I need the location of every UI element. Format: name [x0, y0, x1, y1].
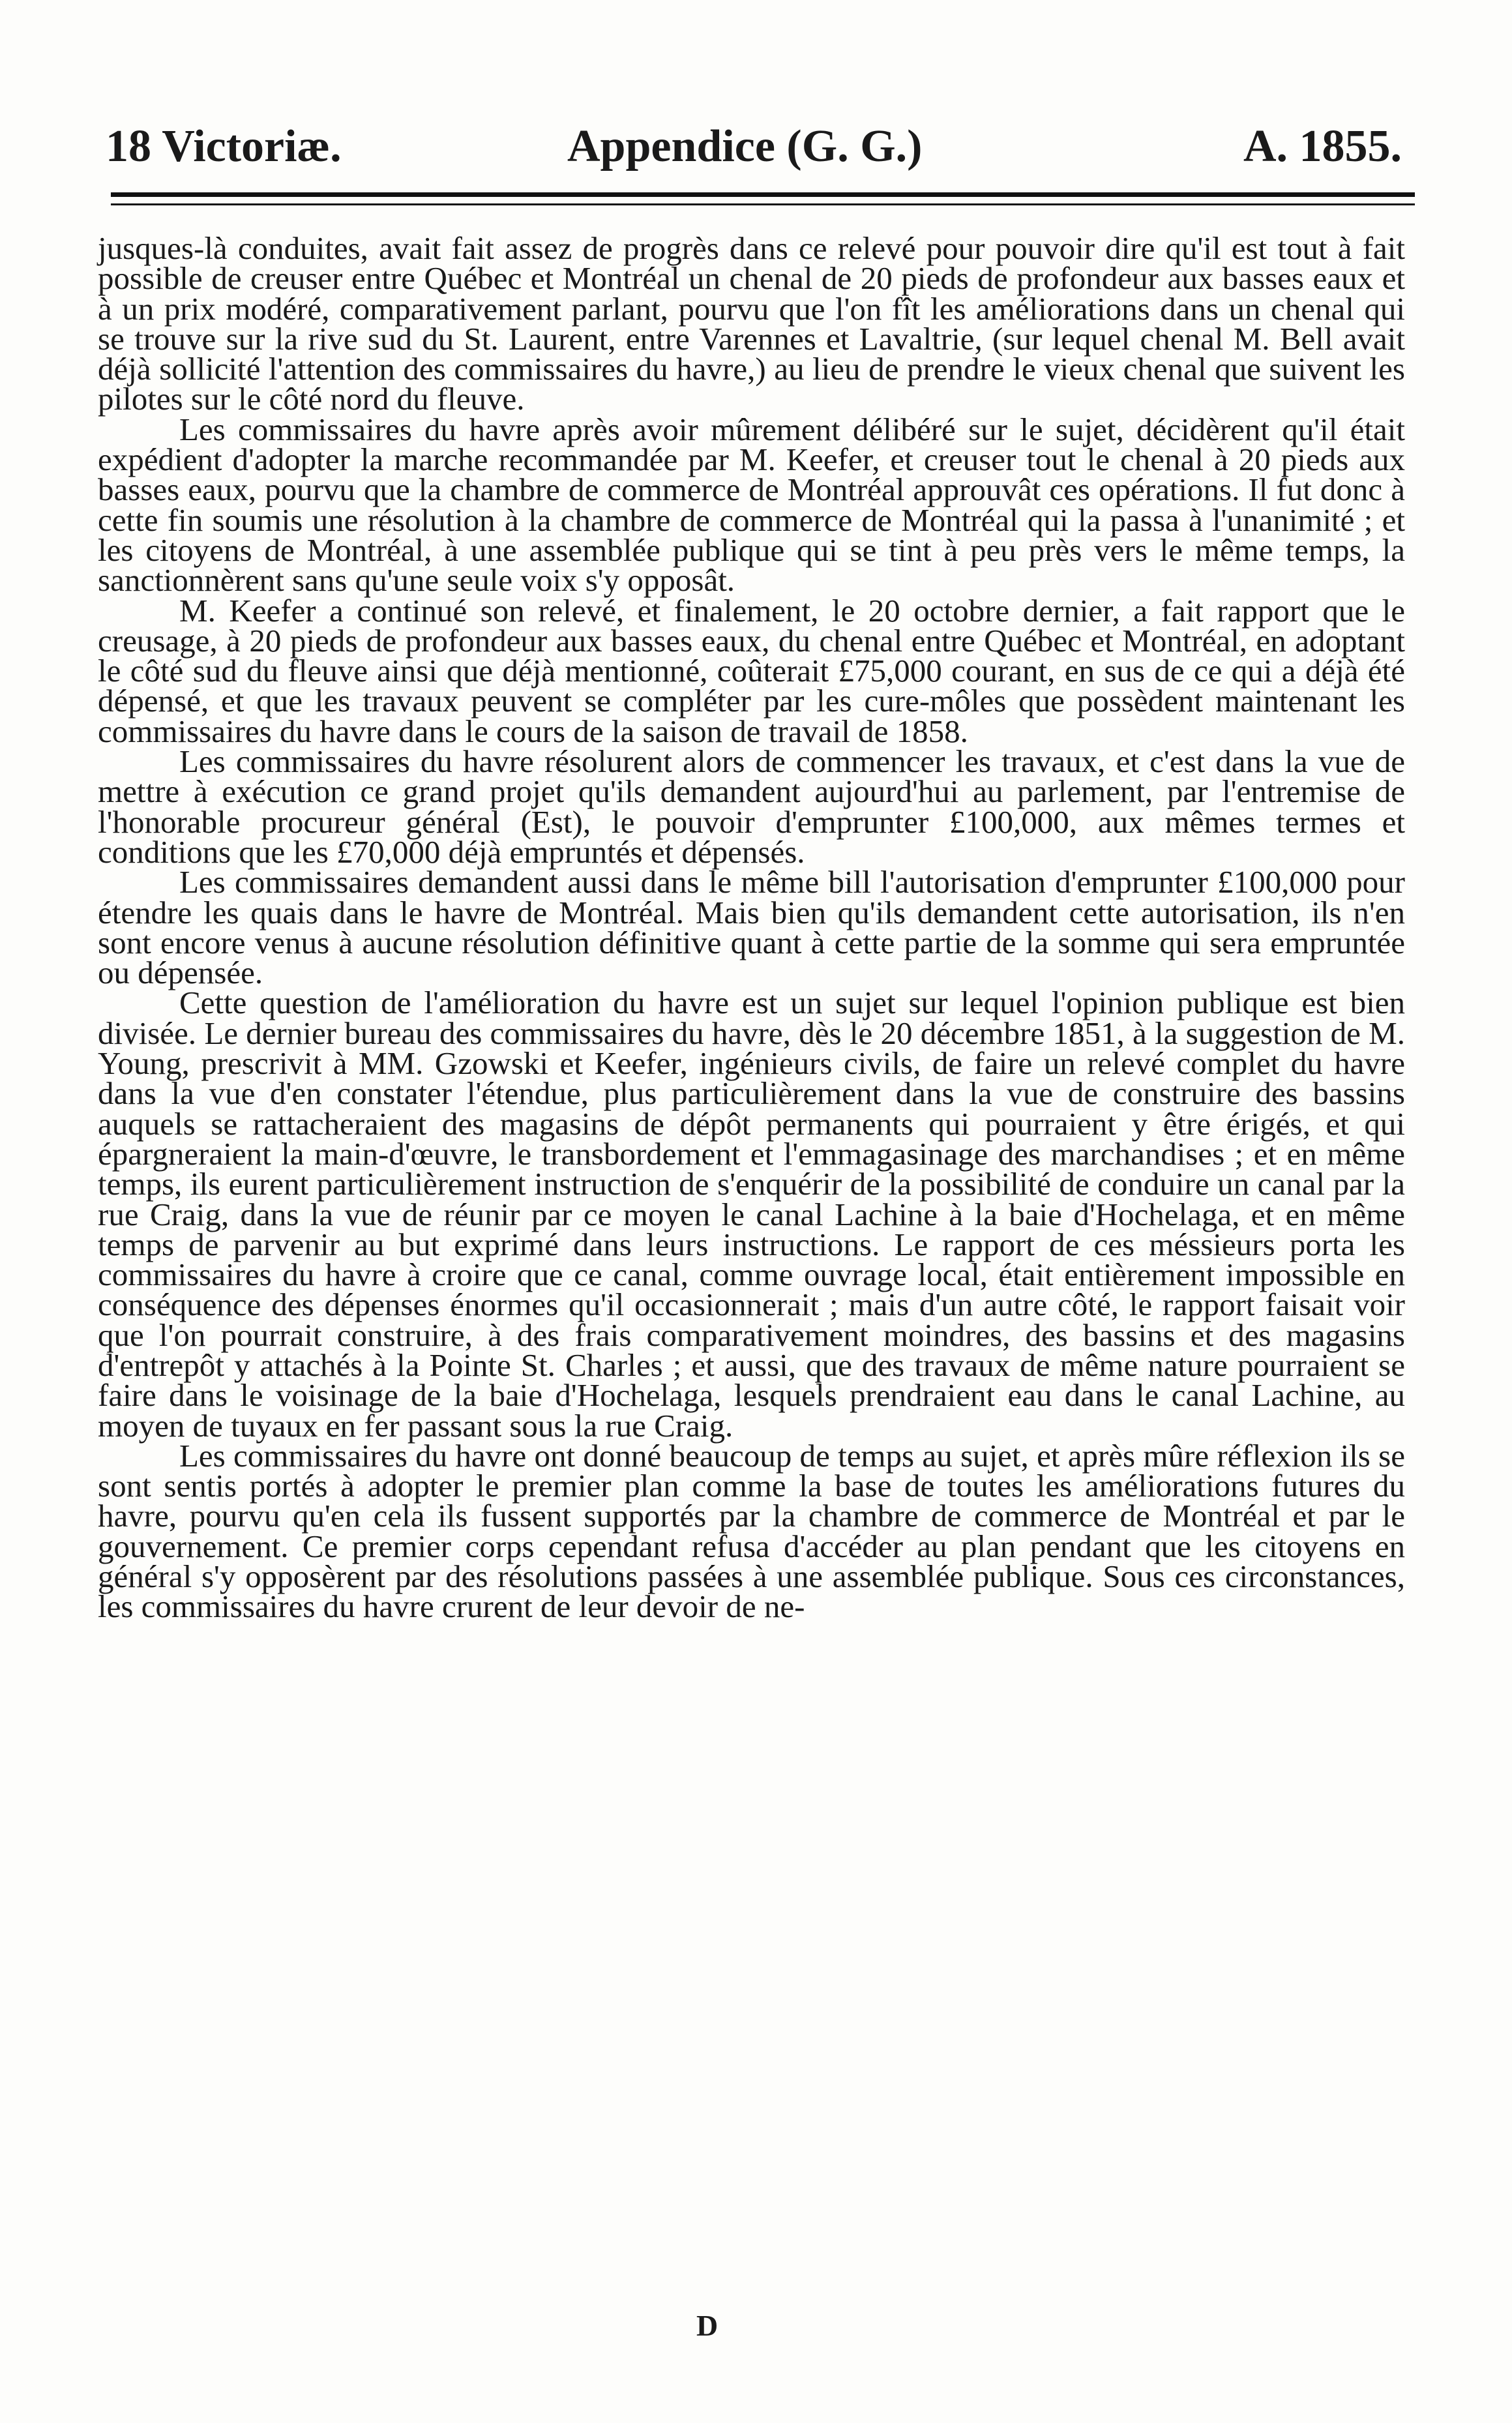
- paragraph: Les commissaires du havre après avoir mûrement délibéré sur le sujet, décidèrent qu'il était expédient d'adopter la marche recommandée par M. Keefer, et creuser tout le chenal à 20 pieds aux basses eaux, pourvu que la chambre de commerce de Montréal approuvât ces opérations. Il fut donc à cette fin soumis une résolution à la chambre de commerce de Montréal qui la passa à l'unanimité ; et les citoyens de Montréal, à une assemblée publique qui se tint à peu près vers le même temps, la sanctionnèrent sans qu'une seule voix s'y opposât.: [98, 411, 1405, 599]
- header-appendix: Appendice (G. G.): [567, 121, 923, 171]
- header-rule: [111, 192, 1415, 205]
- paragraph: M. Keefer a continué son relevé, et finalement, le 20 octobre dernier, a fait rapport que le creusage, à 20 pieds de profondeur aux basses eaux, du chenal entre Québec et Montréal, en adoptant le côté sud du fleuve ainsi que déjà mentionné, coûterait £75,000 courant, en sus de ce qui a déjà été dépensé, et que les travaux peuvent se compléter par les cure-môles que possèdent maintenant les commissaires du havre dans le cours de la saison de travail de 1858.: [98, 592, 1405, 749]
- paragraph: Les commissaires du havre ont donné beaucoup de temps au sujet, et après mûre réflexion ils se sont sentis portés à adopter le premier plan comme la base de toutes les améliorations futures du havre, pourvu qu'en cela ils fussent supportés par la chambre de commerce de Montréal et par le gouvernement. Ce premier corps cependant refusa d'accéder au plan pendant que les citoyens en général s'y opposèrent par des résolutions passées à une assemblée publique. Sous ces circonstances, les commissaires du havre crurent de leur devoir de ne-: [98, 1437, 1405, 1625]
- signature-mark: D: [696, 2309, 719, 2342]
- paragraph: Cette question de l'amélioration du havre est un sujet sur lequel l'opinion publique est bien divisée. Le dernier bureau des commissaires du havre, dès le 20 décembre 1851, à la suggestion de M. Young, prescrivit à MM. Gzowski et Keefer, ingénieurs civils, de faire un relevé complet du havre dans la vue d'en constater l'étendue, plus particulièrement dans la vue de construire des bassins auquels se rattacheraient des magasins de dépôt permanents qui pourraient y être érigés, et qui épargneraient la main-d'œuvre, le transbordement et l'emmagasinage des marchandises ; et en même temps, ils eurent particulièrement instruction de s'enquérir de la possibilité de conduire un canal par la rue Craig, dans la vue de réunir par ce moyen le canal Lachine à la baie d'Hochelaga, et en même temps de parvenir au but exprimé dans leurs instructions. Le rapport de ces méssieurs porta les commissaires du havre à croire que ce canal, comme ouvrage local, était entièrement impossible en conséquence des dépenses énormes qu'il occasionnerait ; mais d'un autre côté, le rapport faisait voir que l'on pourrait construire, à des frais comparativement moindres, des bassins et des magasins d'entrepôt y attachés à la Pointe St. Charles ; et aussi, que des travaux de même nature pourraient se faire dans le voisinage de la baie d'Hochelaga, lesquels prendraient eau dans le canal Lachine, au moyen de tuyaux en fer passant sous la rue Craig.: [98, 985, 1405, 1444]
- paragraph: Les commissaires demandent aussi dans le même bill l'autorisation d'emprunter £100,000 pour étendre les quais dans le havre de Montréal. Mais bien qu'ils demandent cette autorisation, ils n'en sont encore venus à aucune résolution définitive quant à cette partie de la somme qui sera empruntée ou dépensée.: [98, 864, 1405, 991]
- body-text: [98, 230, 1405, 1625]
- paragraph: Les commissaires du havre résolurent alors de commencer les travaux, et c'est dans la vue de mettre à exécution ce grand projet qu'ils demandent aujourd'hui au parlement, par l'entremise de l'honorable procureur général (Est), le pouvoir d'emprunter £100,000, aux mêmes termes et conditions que les £70,000 déjà empruntés et dépensés.: [98, 743, 1405, 870]
- header-session: 18 Victoriæ.: [106, 121, 342, 171]
- running-header: [98, 111, 1402, 183]
- paragraph: jusques-là conduites, avait fait assez de progrès dans ce relevé pour pouvoir dire qu'il est tout à fait possible de creuser entre Québec et Montréal un chenal de 20 pieds de profondeur aux basses eaux et à un prix modéré, comparativement parlant, pourvu que l'on fît les améliorations dans un chenal qui se trouve sur la rive sud du St. Laurent, entre Varennes et Lavaltrie, (sur lequel chenal M. Bell avait déjà sollicité l'attention des commissaires du havre,) au lieu de prendre le vieux chenal que suivent les pilotes sur le côté nord du fleuve.: [98, 230, 1405, 417]
- header-year: A. 1855.: [1243, 121, 1402, 171]
